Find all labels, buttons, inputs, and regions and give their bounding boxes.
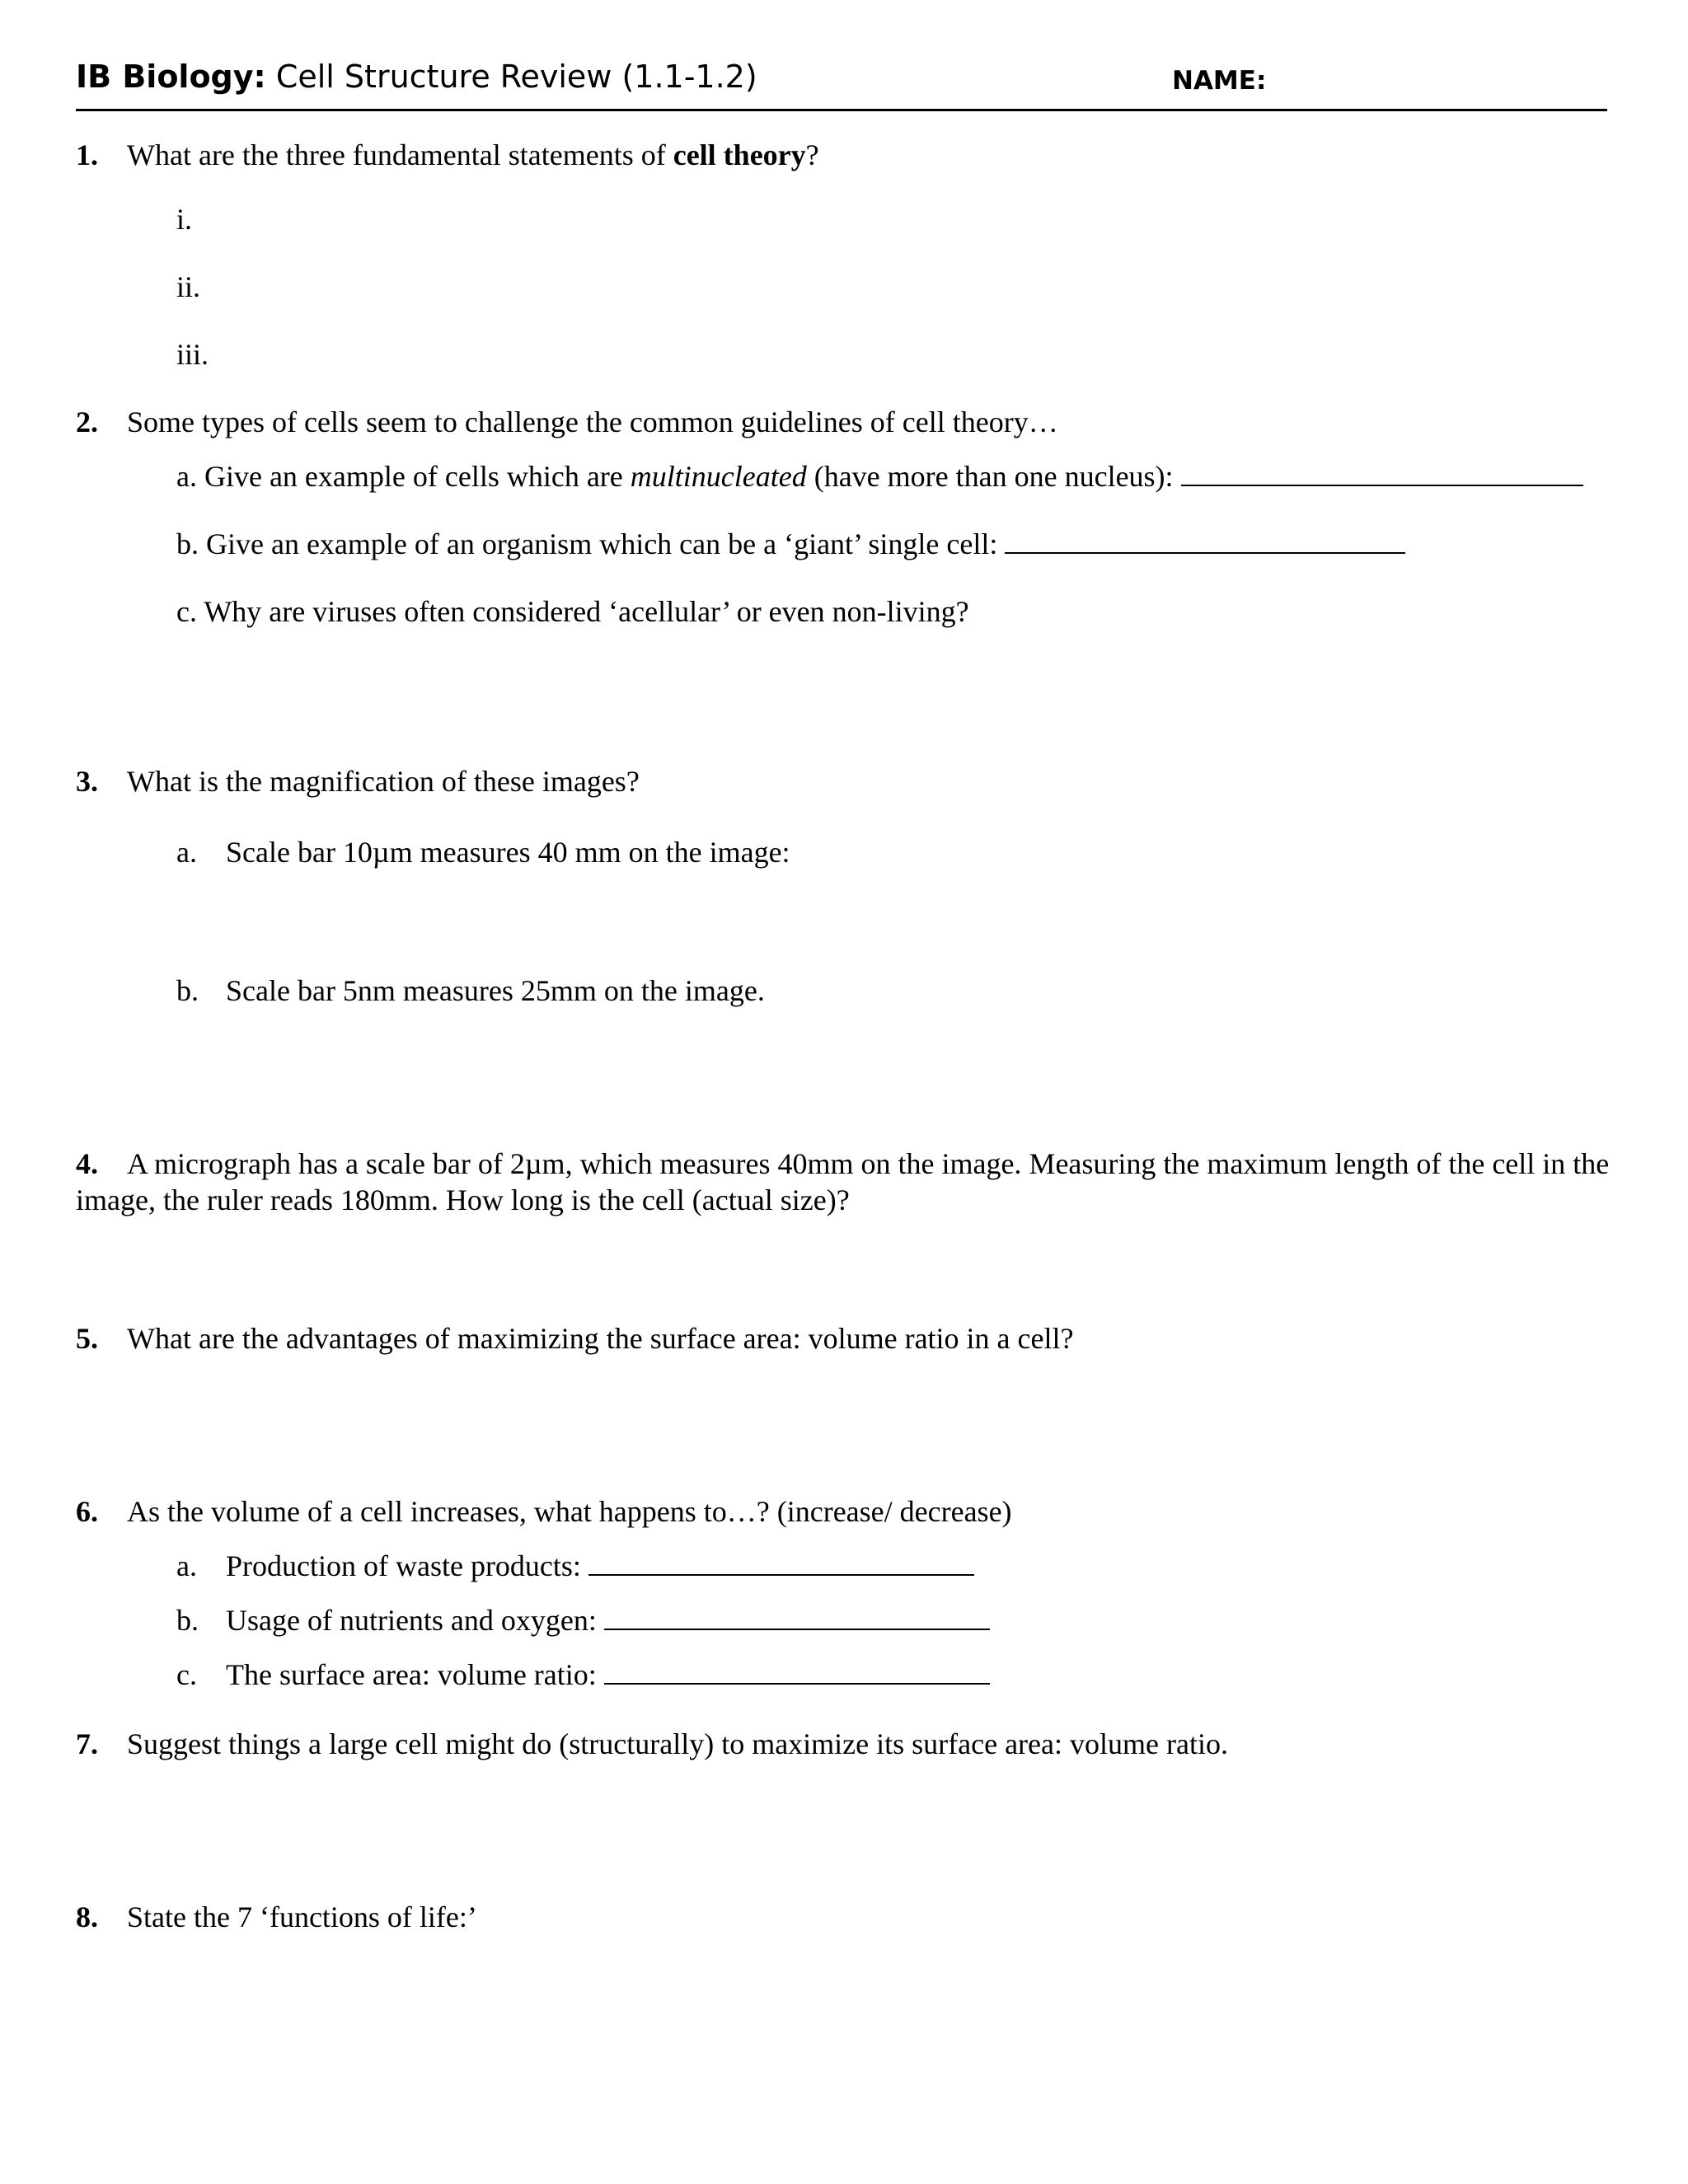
answer-line[interactable] (588, 1549, 974, 1576)
worksheet-header (76, 54, 1607, 111)
worksheet-title: Cell Structure Review (1.1-1.2) (275, 59, 757, 95)
part-text: The surface area: volume ratio: (226, 1658, 597, 1691)
question-3 (76, 763, 640, 799)
question-8 (76, 1899, 477, 1935)
question-number: 7. (76, 1727, 98, 1760)
q3-part-b-label: b. (176, 974, 199, 1007)
q1-item-i: i. (176, 203, 193, 236)
question-number: 2. (76, 405, 98, 438)
answer-line[interactable] (604, 1658, 990, 1685)
part-text-end: (have more than one nucleus): (806, 460, 1174, 493)
question-text: What are the three fundamental statements of (127, 138, 673, 171)
part-text: Production of waste products: (226, 1549, 581, 1582)
q6-part-c-label: c. (176, 1658, 197, 1691)
q6-part-a (226, 1548, 974, 1584)
q6-part-a-label: a. (176, 1549, 197, 1582)
question-1 (76, 137, 819, 173)
part-text: b. Give an example of an organism which can be a ‘giant’ single cell: (176, 527, 998, 560)
question-text: What is the magnification of these images? (127, 765, 640, 798)
answer-line[interactable] (604, 1604, 990, 1630)
question-number: 6. (76, 1495, 98, 1528)
question-text: Suggest things a large cell might do (structurally) to maximize its surface area: volume ratio. (127, 1727, 1228, 1760)
q6-part-b-label: b. (176, 1604, 199, 1637)
question-number: 4. (76, 1147, 98, 1180)
course-label: IB Biology: (76, 59, 266, 95)
answer-line[interactable] (1005, 527, 1405, 554)
question-text: A micrograph has a scale bar of 2µm, which measures 40mm on the image. Measuring the maximum length of the cell in the image, the ruler reads 180mm. How long is the cell (actual size)? (76, 1147, 1610, 1216)
question-text: Some types of cells seem to challenge the common guidelines of cell theory… (127, 405, 1058, 438)
part-text: Usage of nutrients and oxygen: (226, 1604, 597, 1637)
question-7 (76, 1726, 1228, 1762)
question-number: 3. (76, 765, 98, 798)
part-text: a. Give an example of cells which are (176, 460, 631, 493)
q3-part-b-text: Scale bar 5nm measures 25mm on the image. (226, 974, 765, 1007)
question-number: 8. (76, 1900, 98, 1933)
q6-part-b (226, 1602, 990, 1638)
question-2 (76, 404, 1058, 440)
q2-part-c: c. Why are viruses often considered ‘acellular’ or even non-living? (176, 595, 969, 628)
question-5 (76, 1320, 1073, 1357)
q2-part-a (176, 458, 1583, 494)
question-4 (76, 1146, 1625, 1218)
question-number: 1. (76, 138, 98, 171)
name-label: NAME: (1172, 66, 1267, 96)
question-mark: ? (805, 138, 819, 171)
cell-theory-term: cell theory (673, 138, 806, 171)
question-text: State the 7 ‘functions of life:’ (127, 1900, 477, 1933)
q3-part-a-label: a. (176, 836, 197, 869)
q1-item-ii: ii. (176, 270, 201, 303)
question-6 (76, 1493, 1012, 1530)
q1-item-iii: iii. (176, 338, 209, 371)
q2-part-b (176, 526, 1405, 562)
q6-part-c (226, 1657, 990, 1693)
multinucleated-term: multinucleated (630, 460, 807, 493)
question-text: As the volume of a cell increases, what happens to…? (increase/ decrease) (127, 1495, 1012, 1528)
page-title (76, 56, 757, 97)
question-number: 5. (76, 1322, 98, 1355)
answer-line[interactable] (1181, 460, 1583, 486)
question-text: What are the advantages of maximizing the surface area: volume ratio in a cell? (127, 1322, 1074, 1355)
q3-part-a-text: Scale bar 10µm measures 40 mm on the image: (226, 836, 790, 869)
